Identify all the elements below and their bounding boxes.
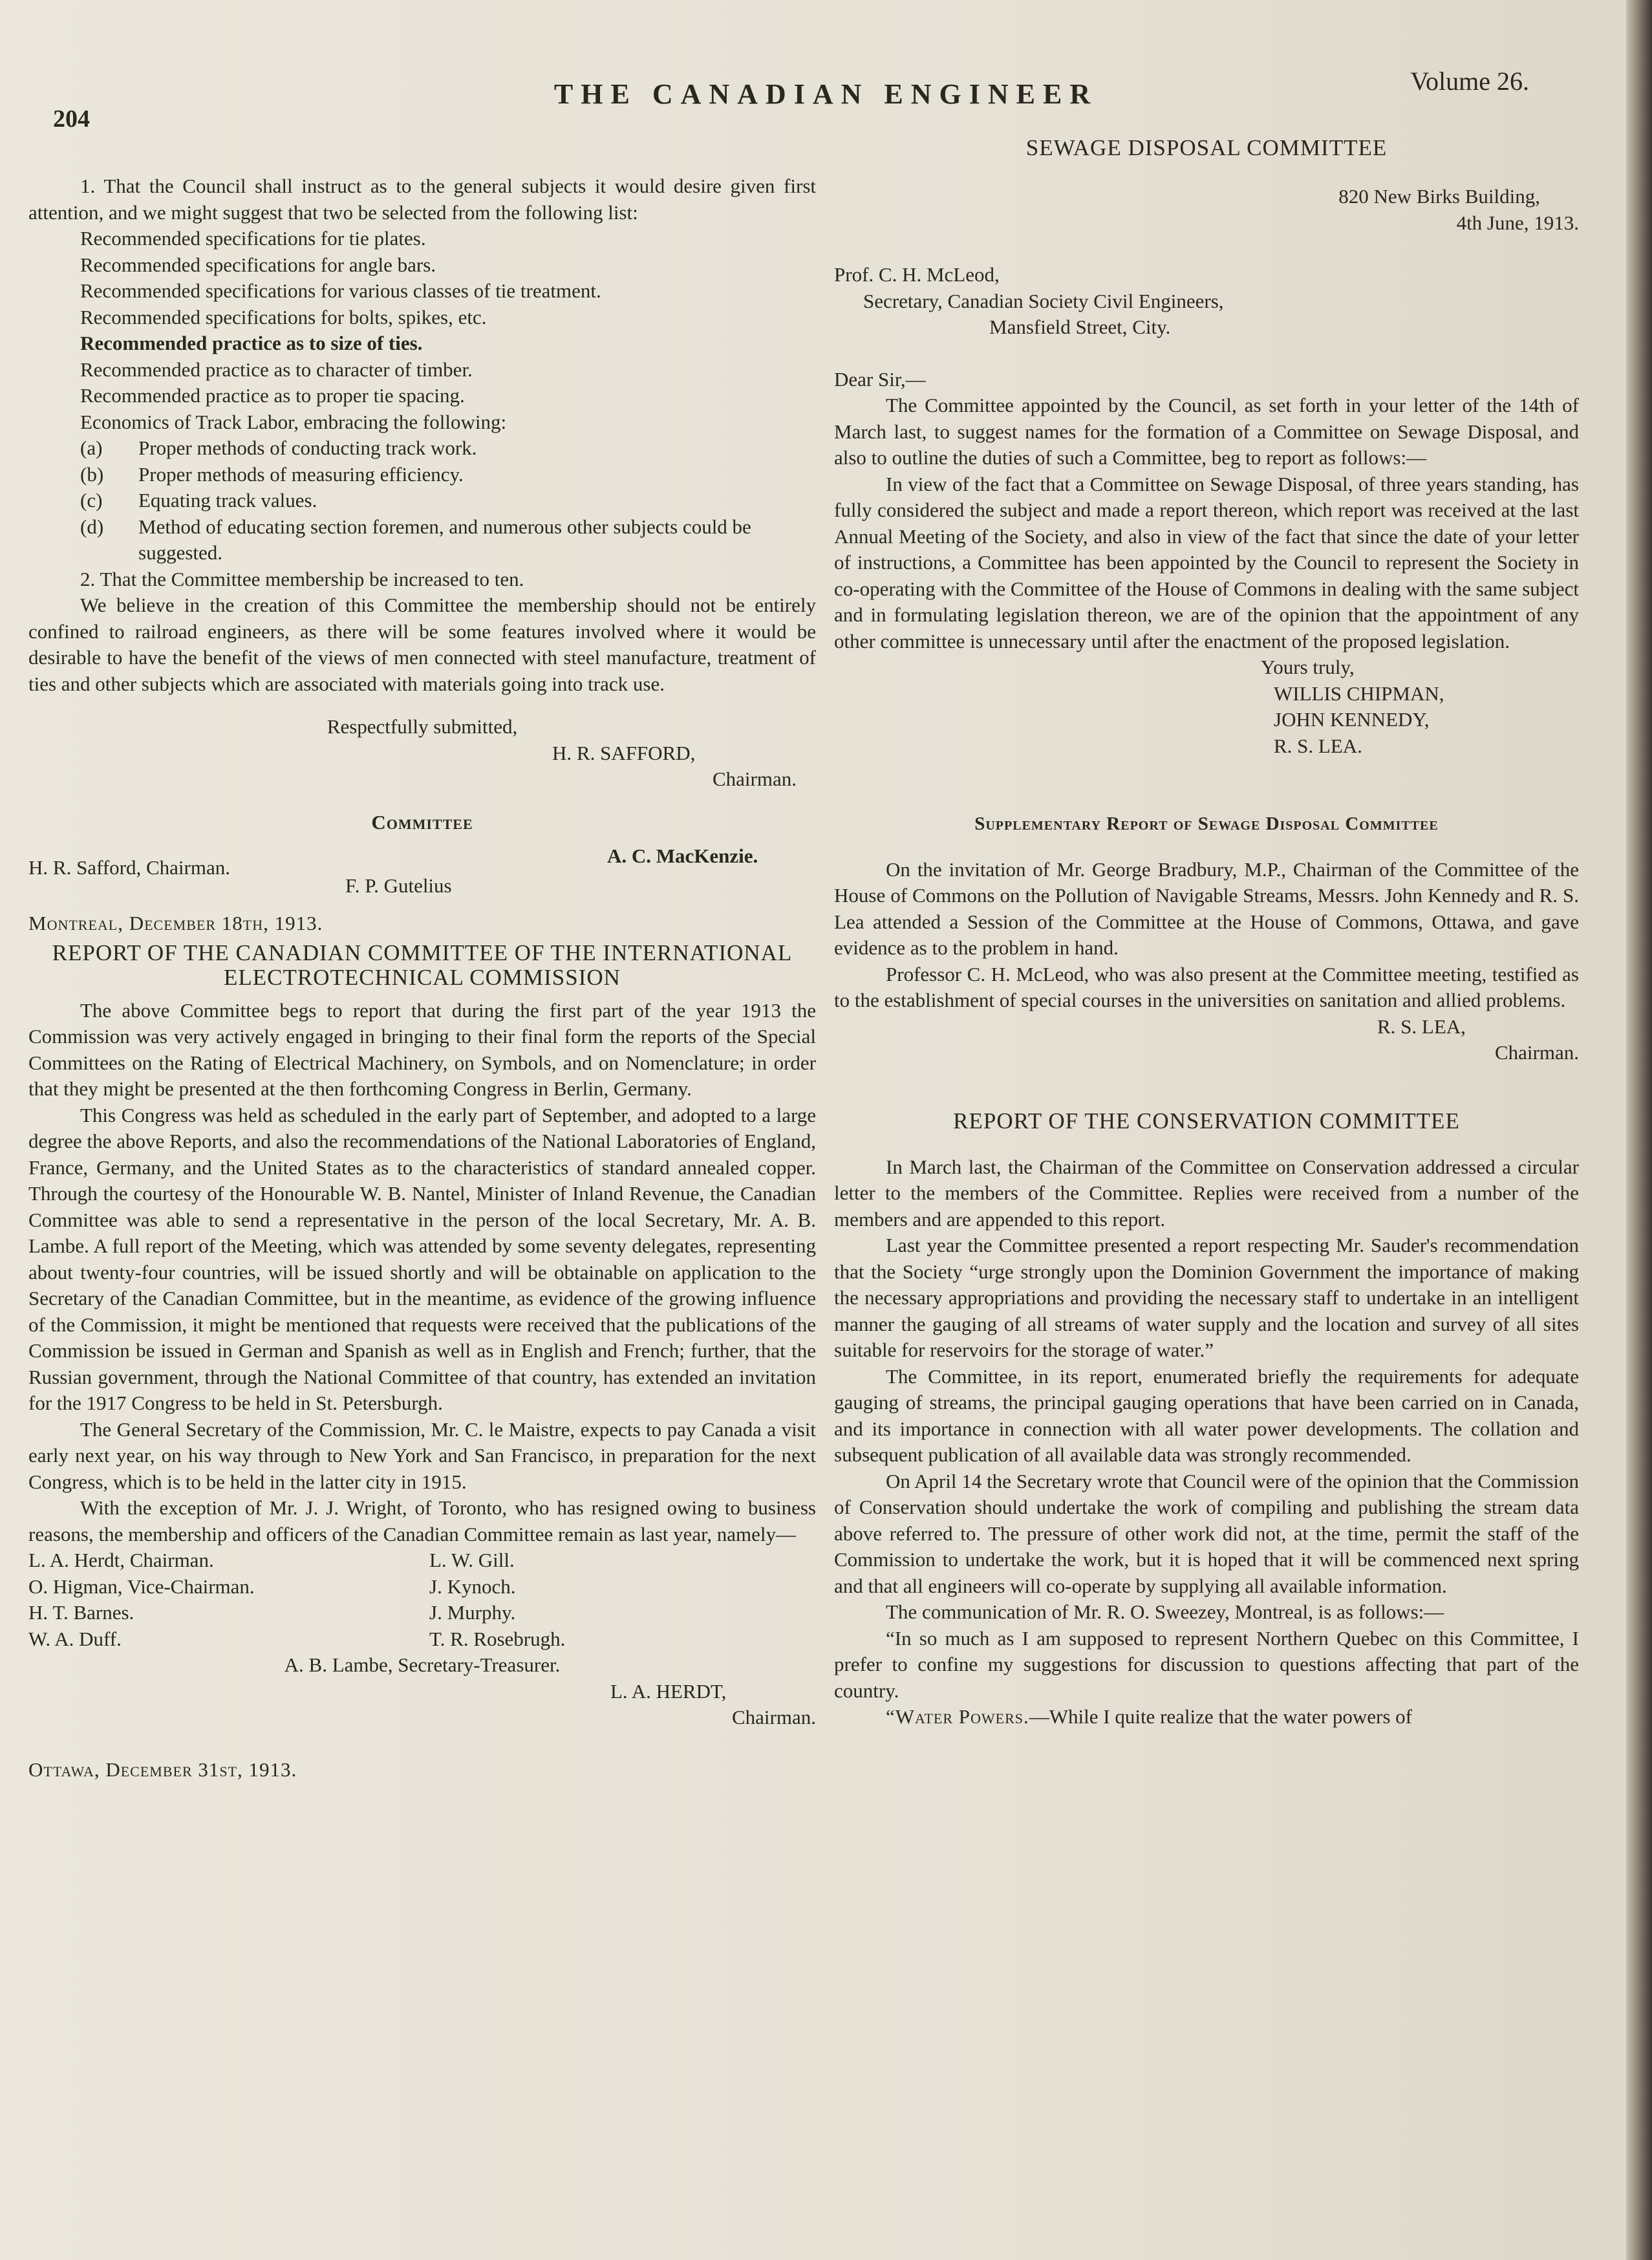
member: J. Kynoch. — [429, 1575, 516, 1598]
book-spine — [1626, 0, 1652, 2260]
section-heading: REPORT OF THE CANADIAN COMMITTEE OF THE INTERNATIONAL ELECTROTECHNICAL COMMISSION — [52, 940, 793, 990]
signature-name: H. R. SAFFORD, — [552, 741, 696, 764]
sublist-item — [28, 435, 816, 462]
sublist-label: (b) — [80, 462, 104, 486]
paragraph: The Committee, in its report, enumerated briefly the requirements for adequate gauging of streams, the principal gauging operations that have been carried on in Canada, and its importance in connection with all water power developments. The collation and subsequent publication of all available data was strongly recommended. — [834, 1364, 1579, 1466]
track-labor-sublist — [28, 435, 816, 566]
paragraph: The General Secretary of the Commission, Mr. C. le Maistre, expects to pay Canada a visit early next year, on his way through to New York and San Francisco, in preparation for the next Congress, which is to be held in the latter city in 1915. — [28, 1417, 816, 1493]
paragraph: Last year the Committee presented a report respecting Mr. Sauder's recommendation that the Society “urge strongly upon the Dominion Government the importance of making the necessary appropriations and providing the necessary staff to undertake in an intelligent manner the gauging of all streams of water supply and the location and survey of all sites suitable for reservoirs for the storage of water.” — [834, 1234, 1579, 1361]
signature-title: Chairman. — [732, 1706, 816, 1728]
paragraph: The above Committee begs to report that during the first part of the year 1913 the Commission was very actively engaged in bringing to their final form the reports of the Special Committees on the Rating of Electrical Machinery, on Symbols, and on Nomenclature; in order that they might be presented at the then forthcoming Congress in Berlin, Germany. — [28, 998, 816, 1100]
list-item: Recommended specifications for tie plates. — [80, 227, 426, 250]
paragraph: We believe in the creation of this Committee the membership should not be entirely confined to railroad engineers, as there will be some features involved where it would be desirable to have the benefit of the views of men connected with steel manufacture, treatment of ties and other subjects which are associated with materials going into track use. — [28, 594, 816, 695]
page-number: 204 — [53, 105, 90, 133]
list-item: Recommended specifications for various classes of tie treatment. — [80, 279, 601, 302]
member: T. R. Rosebrugh. — [429, 1627, 566, 1650]
paragraph: On the invitation of Mr. George Bradbury, M.P., Chairman of the Committee of the House of Commons on the Pollution of Navigable Streams, Messrs. John Kennedy and R. S. Lea attended a Session of the Committee at the House of Commons, Ottawa, and gave evidence as to the problem in hand. — [834, 857, 1579, 959]
member: O. Higman, Vice-Chairman. — [28, 1575, 255, 1598]
member: H. R. Safford, Chairman. — [28, 856, 230, 879]
section-heading: Supplementary Report of Sewage Disposal Committee — [974, 813, 1439, 834]
sublist-item — [28, 488, 816, 514]
list-item: Economics of Track Labor, embracing the following: — [80, 410, 507, 433]
paragraph — [834, 1704, 1579, 1730]
paragraph: In view of the fact that a Committee on Sewage Disposal, of three years standing, has fully considered the subject and made a report thereon, which report was received at the last Annual Meeting of the Society, and also in view of the fact that since the date of your letter of instructions, a Committee has been appointed by the Council to represent the Society in co-operating with the Committee of the House of Commons in dealing with the same subject and in formulating legislation thereon, we are of the opinion that the appointment of any other committee is unnecessary until after the enactment of the proposed legislation. — [834, 472, 1579, 652]
paragraph: On April 14 the Secretary wrote that Council were of the opinion that the Commission of Conservation should undertake the work of compiling and publishing the stream data above referred to. The pressure of other work did not, at the time, permit the staff of the Commission to undertake the work, but it is hoped that it will be commenced next spring and that all engineers will co-operate by supplying all available information. — [834, 1469, 1579, 1597]
committee-label: Committee — [371, 810, 473, 834]
sublist-label: (c) — [80, 489, 103, 511]
list-item: Recommended specifications for bolts, spikes, etc. — [80, 305, 487, 328]
list-item: Recommended specifications for angle bars. — [80, 253, 436, 276]
dateline: Montreal, December 18th, 1913. — [28, 912, 323, 934]
recommendation-list — [28, 226, 816, 435]
member: H. T. Barnes. — [28, 1601, 134, 1624]
right-column — [834, 136, 1579, 1730]
recipient-line: Prof. C. H. McLeod, — [834, 263, 1000, 286]
sublist-label: (a) — [80, 436, 103, 459]
member-column-right — [429, 1547, 816, 1652]
sublist-text: Method of educating section foremen, and numerous other subjects could be suggested. — [138, 515, 751, 564]
member-column-left — [28, 1547, 429, 1652]
signer: JOHN KENNEDY, — [1274, 708, 1430, 731]
secretary-line: A. B. Lambe, Secretary-Treasurer. — [284, 1653, 561, 1676]
sublist-text: Equating track values. — [138, 489, 317, 511]
section-heading: REPORT OF THE CONSERVATION COMMITTEE — [953, 1108, 1460, 1134]
sublist-label: (d) — [80, 515, 104, 538]
signer: R. S. LEA. — [1274, 734, 1362, 757]
paragraph-text: —While I quite realize that the water powers of — [1029, 1705, 1412, 1728]
committee-members — [28, 835, 816, 897]
member: A. C. MacKenzie. — [607, 845, 758, 867]
left-column — [28, 173, 816, 1783]
list-item: Recommended practice as to character of timber. — [80, 358, 473, 381]
address-line: 4th June, 1913. — [1456, 211, 1579, 234]
member: L. A. Herdt, Chairman. — [28, 1549, 214, 1571]
sublist-item — [28, 514, 816, 566]
closing: Yours truly, — [1261, 656, 1355, 678]
signer: WILLIS CHIPMAN, — [1274, 682, 1444, 705]
paragraph: “In so much as I am supposed to represent Northern Quebec on this Committee, I prefer to confine my suggestions for discussion to questions affecting that part of the country. — [834, 1626, 1579, 1702]
paragraph: This Congress was held as scheduled in the early part of September, and adopted to a large degree the above Reports, and also the recommendations of the National Laboratories of England, France, Germany, and the United States as to the characteristics of standard annealed copper. Through the courtesy of the Honourable W. B. Nantel, Minister of Inland Revenue, the Canadian Committee was able to send a representative in the person of the local Secretary, Mr. A. B. Lambe. A full report of the Meeting, which was attended by some seventy delegates, representing about twenty-four countries, will be issued shortly and will be obtainable on application to the Secretary of the Canadian Committee, but in the meantime, as evidence of the growing influence of the Commission, it might be mentioned that requests were received that the publications of the Commission be issued in German and Spanish as well as in English and French; further, that the Russian government, through the National Committee of that country, has extended an invitation for the 1917 Congress to be held in St. Petersburgh. — [28, 1103, 816, 1414]
paragraph: In March last, the Chairman of the Committee on Conservation addressed a circular letter to the members of the Committee. Replies were received from a number of the members and are appended to this report. — [834, 1155, 1579, 1231]
paragraph: The Committee appointed by the Council, as set forth in your letter of the 14th of March last, to suggest names for the formation of a Committee on Sewage Disposal, and also to outline the duties of such a Committee, beg to report as follows:— — [834, 394, 1579, 469]
member: L. W. Gill. — [429, 1549, 515, 1571]
sublist-item — [28, 462, 816, 488]
run-in-heading: “Water Powers. — [886, 1705, 1029, 1728]
running-title: THE CANADIAN ENGINEER — [553, 78, 1099, 110]
volume-label: Volume 26. — [1410, 67, 1529, 96]
member: J. Murphy. — [429, 1601, 516, 1624]
item-1-intro: 1. That the Council shall instruct as to the general subjects it would desire given first attention, and we might suggest that two be selected from the following list: — [28, 175, 816, 224]
paragraph: Professor C. H. McLeod, who was also present at the Committee meeting, testified as to the establishment of special courses in the universities on sanitation and allied problems. — [834, 962, 1579, 1011]
member-list — [28, 1547, 816, 1652]
sublist-text: Proper methods of measuring efficiency. — [138, 462, 464, 486]
signature-title: Chairman. — [1495, 1041, 1579, 1064]
recipient-line: Secretary, Canadian Society Civil Engineers, — [863, 289, 1224, 312]
list-item: Recommended practice as to size of ties. — [80, 332, 423, 354]
paragraph: The communication of Mr. R. O. Sweezey, Montreal, is as follows:— — [886, 1600, 1444, 1623]
dateline: Ottawa, December 31st, 1913. — [28, 1758, 297, 1781]
item-2: 2. That the Committee membership be increased to ten. — [80, 567, 524, 590]
closing: Respectfully submitted, — [327, 715, 518, 738]
member: W. A. Duff. — [28, 1627, 122, 1650]
signature-name: R. S. LEA, — [1377, 1015, 1466, 1038]
sublist-text: Proper methods of conducting track work. — [138, 436, 477, 459]
member: F. P. Gutelius — [345, 874, 452, 897]
salutation: Dear Sir,— — [834, 367, 926, 391]
paragraph: With the exception of Mr. J. J. Wright, of Toronto, who has resigned owing to business reasons, the membership and officers of the Canadian Committee remain as last year, namely— — [28, 1496, 816, 1545]
signature-name: L. A. HERDT, — [610, 1679, 727, 1703]
recipient-line: Mansfield Street, City. — [989, 316, 1171, 338]
list-item: Recommended practice as to proper tie spacing. — [80, 384, 465, 407]
address-line: 820 New Birks Building, — [1338, 185, 1540, 208]
section-heading: SEWAGE DISPOSAL COMMITTEE — [1025, 135, 1388, 160]
signature-title: Chairman. — [713, 768, 797, 790]
